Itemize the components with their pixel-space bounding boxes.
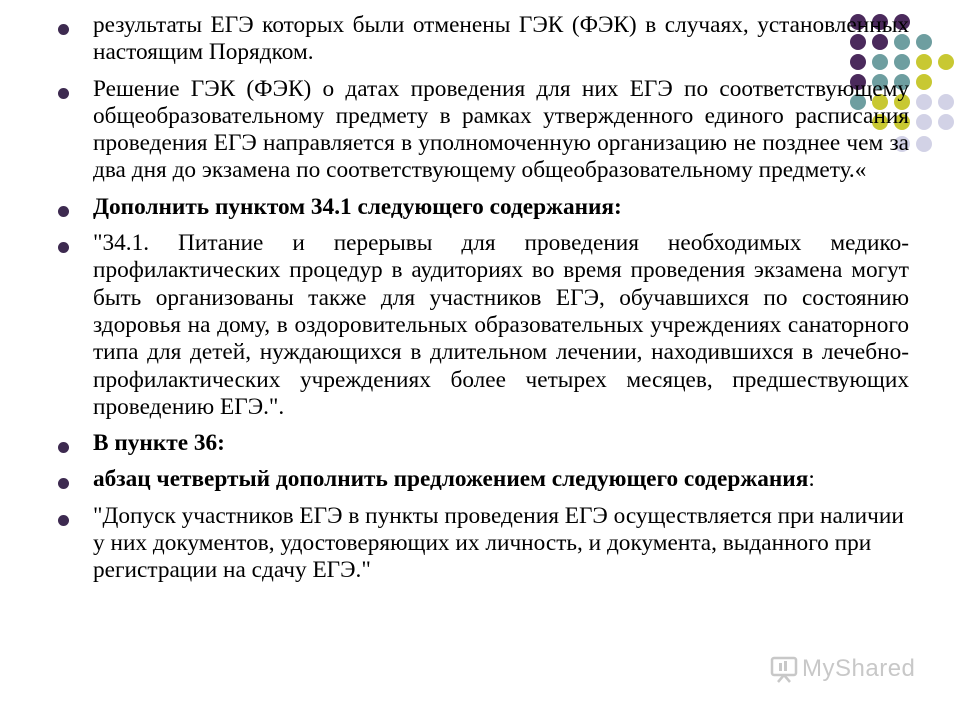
- bullet-paragraph: [93, 12, 909, 67]
- bullet-icon: [58, 206, 69, 217]
- decor-dot: [916, 34, 932, 50]
- bullet-icon: [58, 515, 69, 526]
- decor-dot: [916, 74, 932, 90]
- bullet-paragraph: [93, 466, 909, 493]
- decor-dot: [938, 114, 954, 130]
- bullet-icon: [58, 478, 69, 489]
- decor-dot: [938, 54, 954, 70]
- decor-dot: [916, 54, 932, 70]
- bullet-paragraph: [93, 230, 909, 421]
- bullet-icon: [58, 442, 69, 453]
- watermark: [770, 655, 915, 683]
- paragraph-suffix: :: [808, 466, 815, 493]
- watermark-text: MyShared: [802, 655, 916, 682]
- bullet-icon: [58, 88, 69, 99]
- paragraph-text: "34.1. Питание и перерывы для проведения необходимых медико-профилактических процедур в аудиториях во время проведения экзамена могут быть организованы также для участников ЕГЭ, обучавшихся по состоянию здоровья на дому, в оздоровительных образовательных учреждениях санаторного типа для детей, нуждающихся в длительном лечении, находившихся в лечебно-профилактических учреждениях более четырех месяцев, предшествующих проведению ЕГЭ.".: [93, 230, 909, 420]
- presentation-logo-icon: [770, 655, 798, 683]
- bullet-paragraph: [93, 503, 909, 585]
- bullet-icon: [58, 242, 69, 253]
- paragraph-text-bold: абзац четвертый дополнить предложением следующего содержания: [93, 466, 809, 493]
- decor-dot: [938, 94, 954, 110]
- bullet-paragraph: [93, 430, 909, 457]
- bullet-paragraph: [93, 76, 909, 185]
- slide-body: [93, 12, 909, 594]
- paragraph-text: результаты ЕГЭ которых были отменены ГЭК (ФЭК) в случаях, установленных настоящим Порядком.: [93, 12, 909, 66]
- decor-dot: [916, 136, 932, 152]
- decor-dot: [916, 114, 932, 130]
- bullet-paragraph: [93, 194, 909, 221]
- paragraph-text: "Допуск участников ЕГЭ в пункты проведения ЕГЭ осуществляется при наличии у них документов, удостоверяющих их личность, и документа, выданного при регистрации на сдачу ЕГЭ.": [93, 502, 904, 584]
- bullet-icon: [58, 24, 69, 35]
- paragraph-text-bold: В пункте 36:: [93, 430, 225, 457]
- paragraph-text-bold: Дополнить пунктом 34.1 следующего содержания:: [93, 193, 622, 220]
- decor-dot: [916, 94, 932, 110]
- paragraph-text: Решение ГЭК (ФЭК) о датах проведения для них ЕГЭ по соответствующему общеобразовательному предмету в рамках утвержденного единого расписания проведения ЕГЭ направляется в уполномоченную организацию не позднее чем за два дня до экзамена по соответствующему общеобразовательному предмету.«: [93, 75, 909, 184]
